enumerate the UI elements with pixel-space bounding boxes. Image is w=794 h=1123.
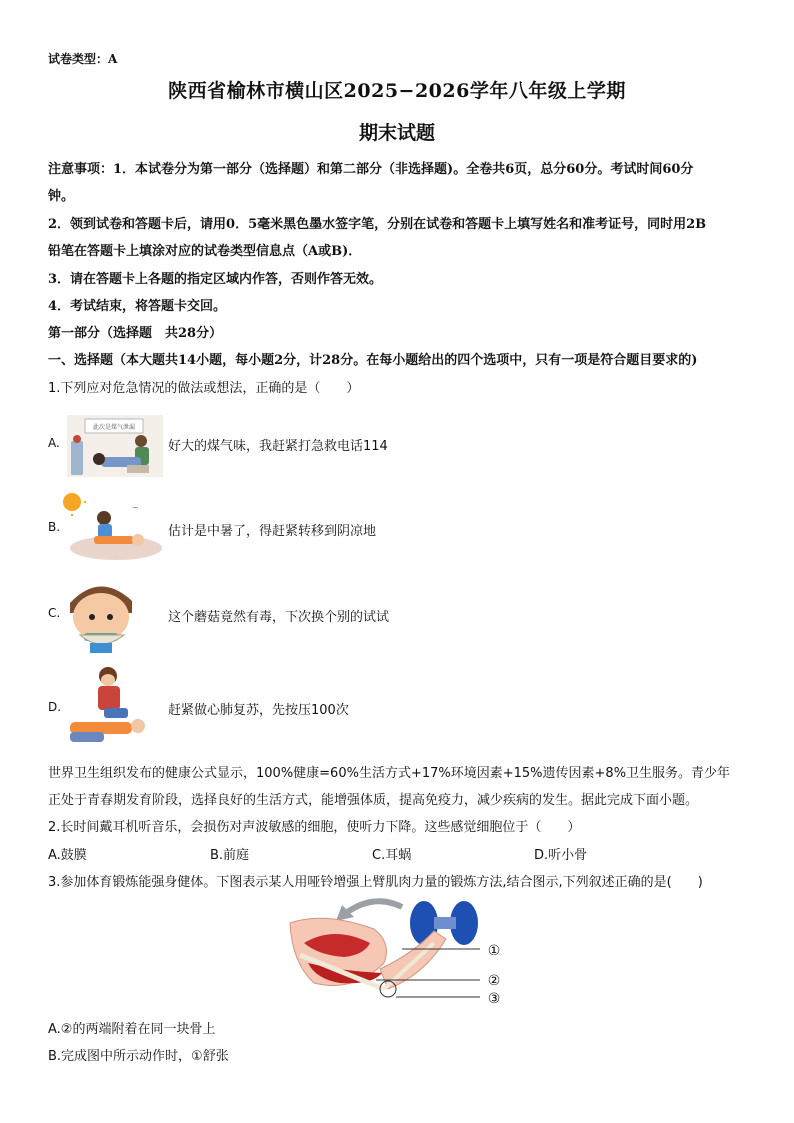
note-line-4: 4．考试结束，将答题卡交回。: [48, 299, 227, 314]
q3-option-a: A.②的两端附着在同一块骨上: [48, 1022, 216, 1037]
note-line-3: 3．请在答题卡上各题的指定区域内作答，否则作答无效。: [48, 272, 383, 287]
note-line-1b: 钟。: [48, 189, 75, 204]
note-line-2: 2．领到试卷和答题卡后，请用0．5毫米黑色墨水签字笔，分别在试卷和答题卡上填写姓名和准考证号，同时用2B: [48, 217, 707, 232]
arm-muscle-diagram: [284, 893, 510, 1013]
q1-option-a-letter: A.: [48, 436, 60, 450]
svg-text:~: ~: [132, 503, 139, 512]
q1-option-c-text: 这个蘑菇竟然有毒，下次换个别的试试: [168, 610, 390, 625]
note-line-2b: 铅笔在答题卡上填涂对应的试卷类型信息点（A或B)．: [48, 244, 362, 259]
label-1: ①: [487, 943, 501, 959]
gas-leak-illustration: [67, 415, 163, 477]
q1-option-a-text: 好大的煤气味，我赶紧打急救电话114: [168, 439, 388, 454]
q3-option-b: B.完成图中所示动作时，①舒张: [48, 1049, 229, 1064]
passage-line-1: 世界卫生组织发布的健康公式显示，100%健康=60%生活方式+17%环境因素+15%遗传因素+8%卫生服务。青少年: [48, 766, 731, 781]
label-3: ③: [487, 991, 501, 1007]
q1-option-b-letter: B.: [48, 520, 61, 534]
q1-option-d-letter: D.: [48, 700, 62, 714]
q3-stem: 3.参加体育锻炼能强身健体。下图表示某人用哑铃增强上臂肌肉力量的锻炼方法,结合图示,下列叙述正确的是( ): [48, 875, 703, 890]
q2-option-d: D.听小骨: [534, 848, 588, 863]
passage-line-2: 正处于青春期发育阶段，选择良好的生活方式，能增强体质，提高免疫力，减少疾病的发生。据此完成下面小题。: [48, 793, 699, 808]
label-2: ②: [487, 973, 501, 989]
q1-stem: 1.下列应对危急情况的做法或想法，正确的是（ ）: [48, 381, 360, 396]
q1-option-b-text: 估计是中暑了，得赶紧转移到阴凉地: [168, 524, 377, 539]
section-instructions: 一、选择题（本大题共14小题，每小题2分，计28分。在每小题给出的四个选项中，只有一项是符合题目要求的): [48, 353, 698, 368]
heatstroke-illustration: [60, 490, 162, 562]
q1-option-c-letter: C.: [48, 606, 61, 620]
poster-text: 此次是煤气泄漏: [92, 424, 136, 431]
mushroom-eating-illustration: [60, 573, 142, 653]
q1-option-d-text: 赶紧做心肺复苏，先按压100次: [168, 703, 349, 718]
q2-stem: 2.长时间戴耳机听音乐，会损伤对声波敏感的细胞，使听力下降。这些感觉细胞位于（ ）: [48, 820, 581, 835]
exam-title: 陕西省榆林市横山区2025−2026学年八年级上学期: [168, 80, 626, 102]
cpr-illustration: [64, 664, 150, 748]
exam-subtitle: 期末试题: [358, 122, 435, 144]
note-line-1: 注意事项：1．本试卷分为第一部分（选择题）和第二部分（非选择题)。全卷共6页，总分60分。考试时间60分: [48, 162, 694, 177]
exam-type: 试卷类型：A: [48, 52, 118, 66]
q2-option-c: C.耳蜗: [372, 848, 412, 863]
q2-option-b: B.前庭: [210, 848, 250, 863]
q2-option-a: A.鼓膜: [48, 848, 87, 863]
part1-heading: 第一部分（选择题 共28分）: [48, 326, 223, 341]
